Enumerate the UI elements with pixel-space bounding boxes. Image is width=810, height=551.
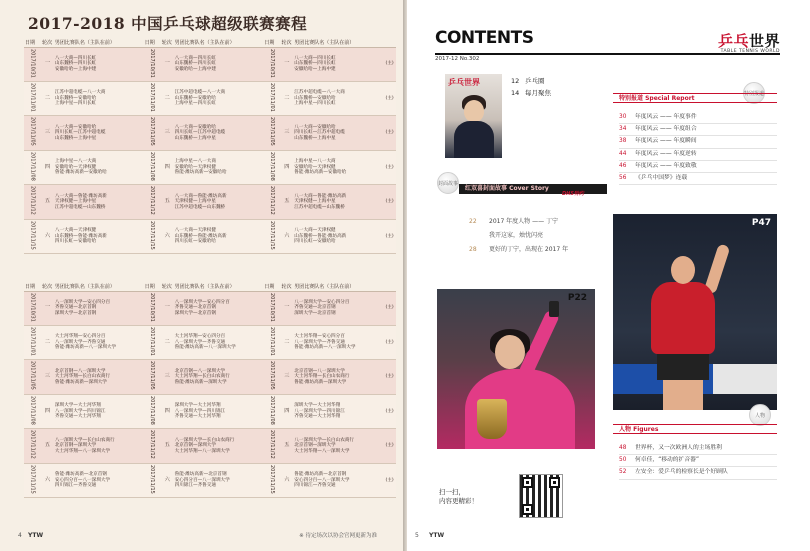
match-date: 2017/10/31 bbox=[24, 47, 41, 81]
match-list: 八一大商—四川长虹 山东魏桥—四川长虹 安徽哈哈—上海中建 bbox=[174, 47, 264, 81]
table-row bbox=[24, 150, 396, 184]
table-row bbox=[24, 394, 396, 428]
schedule-table-women bbox=[24, 282, 396, 498]
cover-story-header: 红双喜封面故事 Cover Story bbox=[459, 184, 607, 194]
match-date: 2017/10/31 bbox=[263, 47, 280, 81]
right-footer-brand: YTW bbox=[429, 532, 445, 539]
match-list: 八一大商—安徽哈哈 四川长虹—江苏中超电缆 山东魏桥—上海中星 bbox=[174, 116, 264, 150]
header-date: 日期 bbox=[144, 38, 161, 47]
toc-item[interactable]: 22 2017 年度人物 —— 丁宁 bbox=[469, 218, 558, 225]
match-date: 2017/11/15 bbox=[263, 219, 280, 253]
toc-item[interactable]: 48 世界杯，又一次欧洲人的主场胜利 bbox=[619, 443, 777, 455]
issue-number: 2017-12 No.302 bbox=[435, 56, 480, 62]
header-match: 男团比赛队名（主队在前） bbox=[293, 38, 383, 47]
match-list: 八一深圳大学—长白山农商行 北京首钢—深圳大学 大土河华翔—八一深圳大学 bbox=[174, 429, 264, 463]
contents-title: CONTENTS bbox=[435, 28, 534, 48]
table-row bbox=[24, 185, 396, 219]
match-list: 深圳大学—大土河华翔 八一深圳大学—四川锦江 齐鲁交通—大土河华翔 bbox=[293, 394, 383, 428]
match-list: 北京首钢—八一深圳大学 大土河华翔—长白山农商行 鲁能·潍坊高新—深圳大学 bbox=[293, 360, 383, 394]
match-date: 2017/11/15 bbox=[144, 463, 161, 497]
match-date: 2017/11/15 bbox=[144, 219, 161, 253]
match-list: 深圳大学—大土河华翔 八一深圳大学—四川锦江 齐鲁交通—大土河华翔 bbox=[174, 394, 264, 428]
match-round: 一 bbox=[161, 291, 174, 325]
left-page-number: 4 bbox=[18, 532, 22, 539]
match-date: 2017/11/01 bbox=[263, 325, 280, 359]
match-round: 六 bbox=[280, 463, 293, 497]
match-date: 2017/11/01 bbox=[144, 325, 161, 359]
match-round: 一 bbox=[280, 291, 293, 325]
header-round: 轮次 bbox=[281, 283, 292, 290]
match-list: 深圳大学—大土河华翔 八一深圳大学—四川锦江 齐鲁交通—大土河华翔 bbox=[54, 394, 144, 428]
match-round: 五 bbox=[280, 185, 293, 219]
match-date: 2017/11/15 bbox=[24, 219, 41, 253]
match-round: 三 bbox=[161, 360, 174, 394]
toc-item[interactable]: 28 更好的丁宁，出现在 2017 年 bbox=[469, 246, 569, 253]
match-round: 三 bbox=[280, 116, 293, 150]
schedule-header-row bbox=[24, 38, 396, 47]
left-footer-brand: YTW bbox=[28, 532, 44, 539]
match-round: 五 bbox=[161, 429, 174, 463]
match-round: 四 bbox=[41, 394, 54, 428]
match-round: 一 bbox=[161, 47, 174, 81]
trophy-icon bbox=[477, 399, 507, 439]
match-date: 2017/11/12 bbox=[24, 429, 41, 463]
header-round: 轮次 bbox=[161, 283, 172, 290]
header-pad bbox=[383, 282, 396, 291]
toc-item[interactable]: 50 何卓佳，“移动的扩音器” bbox=[619, 455, 777, 467]
toc-item[interactable]: 52 左安全：爱乒乓的检察长是个好顾队 bbox=[619, 467, 777, 479]
match-list: 北京首钢—八一深圳大学 大土河华翔—长白山农商行 鲁能·潍坊高新—深圳大学 bbox=[54, 360, 144, 394]
match-list: 八一深圳大学—长白山农商行 北京首钢—深圳大学 大土河华翔—八一深圳大学 bbox=[293, 429, 383, 463]
match-list: 江苏中超电缆—八一大商 山东魏桥—安徽哈哈 上海中星—四川长虹 bbox=[293, 81, 383, 115]
match-date: 2017/11/15 bbox=[24, 463, 41, 497]
match-list: 八一大商—天津权健 山东魏桥—鲁能·潍坊高新 四川长虹—安徽哈哈 bbox=[54, 219, 144, 253]
match-date: 2017/10/31 bbox=[263, 291, 280, 325]
match-list: 江苏中超电缆—八一大商 山东魏桥—安徽哈哈 上海中星—四川长虹 bbox=[54, 81, 144, 115]
photo-page-label: P47 bbox=[751, 218, 771, 228]
match-list: 八一大商—鲁能·潍坊高新 天津权健—上海中星 江苏中超电缆—山东魏桥 bbox=[174, 185, 264, 219]
home-marker: (主) bbox=[383, 116, 396, 150]
match-date: 2017/11/15 bbox=[263, 463, 280, 497]
home-marker: (主) bbox=[383, 291, 396, 325]
logo-subtitle: TABLE TENNIS WORLD bbox=[720, 49, 780, 54]
match-list: 八一大商—安徽哈哈 四川长虹—江苏中超电缆 山东魏桥—上海中星 bbox=[293, 116, 383, 150]
match-round: 五 bbox=[41, 185, 54, 219]
match-round: 三 bbox=[41, 116, 54, 150]
match-date: 2017/11/12 bbox=[263, 429, 280, 463]
header-match: 男团比赛队名（主队在前） bbox=[293, 282, 383, 291]
match-list: 上海中星—八一大商 安徽哈哈—天津权健 鲁能·潍坊高新—安徽哈哈 bbox=[174, 150, 264, 184]
match-date: 2017/10/31 bbox=[144, 47, 161, 81]
schedule-body-women bbox=[24, 291, 396, 498]
toc-item[interactable]: 30 年度风云 —— 年度事件 bbox=[619, 112, 777, 124]
match-list: 八一深圳大学—安心四分百 齐鲁交通—北京首钢 深圳大学—北京首钢 bbox=[54, 291, 144, 325]
home-marker: (主) bbox=[383, 360, 396, 394]
match-list: 八一大商—天津权健 山东魏桥—鲁能·潍坊高新 四川长虹—安徽哈哈 bbox=[293, 219, 383, 253]
match-date: 2017/11/08 bbox=[263, 150, 280, 184]
sponsor-mark: DHS特约 bbox=[562, 191, 584, 197]
right-page-number: 5 bbox=[415, 532, 419, 539]
match-list: 八一大商—四川长虹 山东魏桥—四川长虹 安徽哈哈—上海中建 bbox=[54, 47, 144, 81]
match-date: 2017/11/08 bbox=[263, 394, 280, 428]
match-round: 四 bbox=[161, 150, 174, 184]
header-match: 男团比赛队名（主队在前） bbox=[174, 38, 264, 47]
schedule-header-row bbox=[24, 282, 396, 291]
match-round: 一 bbox=[41, 291, 54, 325]
qr-code-icon[interactable] bbox=[519, 474, 563, 518]
header-date: 日期 bbox=[24, 38, 41, 47]
home-marker: (主) bbox=[383, 463, 396, 497]
home-marker: (主) bbox=[383, 47, 396, 81]
match-round: 二 bbox=[280, 325, 293, 359]
figures-photo[interactable] bbox=[613, 214, 777, 410]
cover-story-list bbox=[469, 215, 568, 257]
match-date: 2017/10/31 bbox=[144, 291, 161, 325]
match-round: 四 bbox=[280, 150, 293, 184]
figures-badge: 人物 bbox=[749, 404, 771, 426]
match-date: 2017/11/05 bbox=[263, 116, 280, 150]
match-list: 八一大商—天津权健 山东魏桥—鲁能·潍坊高新 四川长虹—安徽哈哈 bbox=[174, 219, 264, 253]
match-round: 五 bbox=[161, 185, 174, 219]
match-round: 四 bbox=[161, 394, 174, 428]
match-date: 2017/11/12 bbox=[144, 429, 161, 463]
match-date: 2017/11/05 bbox=[263, 360, 280, 394]
toc-item[interactable]: 56 《乒乓中国梦》连载 bbox=[619, 173, 777, 185]
match-date: 2017/11/12 bbox=[24, 185, 41, 219]
match-list: 大土河华翔—安心四分百 八一深圳大学—齐鲁交通 鲁能·潍坊高新—八一深圳大学 bbox=[293, 325, 383, 359]
header-round: 轮次 bbox=[42, 283, 53, 290]
match-list: 鲁能·潍坊高新—北京首钢 安心四分百—八一深圳大学 四川锦江—齐鲁交通 bbox=[174, 463, 264, 497]
match-list: 八一深圳大学—安心四分百 齐鲁交通—北京首钢 深圳大学—北京首钢 bbox=[174, 291, 264, 325]
match-list: 大土河华翔—安心四分百 八一深圳大学—齐鲁交通 鲁能·潍坊高新—八一深圳大学 bbox=[54, 325, 144, 359]
match-date: 2017/10/31 bbox=[24, 291, 41, 325]
match-round: 五 bbox=[41, 429, 54, 463]
match-round: 三 bbox=[41, 360, 54, 394]
special-report-badge: 特别报道 bbox=[743, 82, 765, 104]
match-round: 六 bbox=[41, 219, 54, 253]
match-round: 六 bbox=[161, 463, 174, 497]
match-list: 江苏中超电缆—八一大商 山东魏桥—安徽哈哈 上海中星—四川长虹 bbox=[174, 81, 264, 115]
match-date: 2017/11/05 bbox=[24, 116, 41, 150]
match-list: 鲁能·潍坊高新—北京首钢 安心四分百—八一深圳大学 四川锦江—齐鲁交通 bbox=[54, 463, 144, 497]
header-round: 轮次 bbox=[281, 39, 292, 46]
match-date: 2017/11/01 bbox=[144, 81, 161, 115]
match-date: 2017/11/08 bbox=[144, 150, 161, 184]
match-date: 2017/11/12 bbox=[263, 185, 280, 219]
match-date: 2017/11/05 bbox=[144, 360, 161, 394]
match-date: 2017/11/01 bbox=[263, 81, 280, 115]
special-report-list bbox=[619, 112, 777, 185]
match-date: 2017/11/01 bbox=[24, 325, 41, 359]
match-round: 二 bbox=[41, 81, 54, 115]
home-marker: (主) bbox=[383, 150, 396, 184]
match-round: 三 bbox=[280, 360, 293, 394]
header-date: 日期 bbox=[24, 282, 41, 291]
cover-logo: 乒乓世界 bbox=[448, 78, 480, 87]
header-round: 轮次 bbox=[42, 39, 53, 46]
match-round: 五 bbox=[280, 429, 293, 463]
match-date: 2017/11/12 bbox=[144, 185, 161, 219]
home-marker: (主) bbox=[383, 219, 396, 253]
table-row bbox=[24, 81, 396, 115]
cover-thumbnail[interactable] bbox=[445, 74, 502, 158]
match-round: 四 bbox=[280, 394, 293, 428]
header-match: 男团比赛队名（主队在前） bbox=[54, 282, 144, 291]
photo-page-label: P22 bbox=[567, 293, 587, 303]
right-page bbox=[407, 0, 810, 551]
toc-item[interactable]: 14 每月聚焦 bbox=[511, 89, 551, 97]
header-pad bbox=[383, 38, 396, 47]
match-round: 三 bbox=[161, 116, 174, 150]
match-round: 四 bbox=[41, 150, 54, 184]
home-marker: (主) bbox=[383, 185, 396, 219]
header-date: 日期 bbox=[144, 282, 161, 291]
toc-item[interactable]: 46 年度风云 —— 年度致敬 bbox=[619, 161, 777, 173]
table-row bbox=[24, 325, 396, 359]
header-date: 日期 bbox=[263, 38, 280, 47]
table-row bbox=[24, 47, 396, 81]
match-list: 八一深圳大学—长白山农商行 北京首钢—深圳大学 大土河华翔—八一深圳大学 bbox=[54, 429, 144, 463]
match-round: 一 bbox=[41, 47, 54, 81]
schedule-body-men bbox=[24, 47, 396, 254]
match-date: 2017/11/01 bbox=[24, 81, 41, 115]
cover-story-badge: 封面故事 bbox=[437, 172, 459, 194]
table-row bbox=[24, 291, 396, 325]
match-round: 二 bbox=[161, 325, 174, 359]
match-list: 上海中星—八一大商 安徽哈哈—天津权健 鲁能·潍坊高新—安徽哈哈 bbox=[54, 150, 144, 184]
header-match: 男团比赛队名（主队在前） bbox=[174, 282, 264, 291]
match-list: 上海中星—八一大商 安徽哈哈—天津权健 鲁能·潍坊高新—安徽哈哈 bbox=[293, 150, 383, 184]
table-row bbox=[24, 429, 396, 463]
figures-list bbox=[619, 443, 777, 480]
match-list: 北京首钢—八一深圳大学 大土河华翔—长白山农商行 鲁能·潍坊高新—深圳大学 bbox=[174, 360, 264, 394]
qr-caption: 扫一扫， 内容更精彩！ bbox=[439, 488, 478, 505]
match-date: 2017/11/08 bbox=[144, 394, 161, 428]
match-round: 二 bbox=[280, 81, 293, 115]
home-marker: (主) bbox=[383, 429, 396, 463]
schedule-table-men bbox=[24, 38, 396, 254]
header-match: 男团比赛队名（主队在前） bbox=[54, 38, 144, 47]
magazine-logo bbox=[718, 30, 780, 54]
table-row bbox=[24, 219, 396, 253]
special-report-header: 特别报道 Special Report bbox=[613, 93, 777, 103]
table-row bbox=[24, 360, 396, 394]
phone-icon bbox=[549, 301, 559, 317]
match-date: 2017/11/05 bbox=[144, 116, 161, 150]
home-marker: (主) bbox=[383, 81, 396, 115]
match-list: 八一深圳大学—安心四分百 齐鲁交通—北京首钢 深圳大学—北京首钢 bbox=[293, 291, 383, 325]
match-round: 二 bbox=[161, 81, 174, 115]
header-date: 日期 bbox=[263, 282, 280, 291]
match-list: 八一大商—鲁能·潍坊高新 天津权健—上海中星 江苏中超电缆—山东魏桥 bbox=[54, 185, 144, 219]
match-list: 八一大商—安徽哈哈 四川长虹—江苏中超电缆 山东魏桥—上海中星 bbox=[54, 116, 144, 150]
header-round: 轮次 bbox=[161, 39, 172, 46]
logo-text: 世界 bbox=[748, 32, 780, 50]
match-list: 八一大商—鲁能·潍坊高新 天津权健—上海中星 江苏中超电缆—山东魏桥 bbox=[293, 185, 383, 219]
match-round: 六 bbox=[41, 463, 54, 497]
toc-item[interactable]: 12 乒乓圈 bbox=[511, 77, 545, 85]
toc-item[interactable]: 我开这家，烛忧闪亮 bbox=[489, 232, 544, 239]
cover-story-photo[interactable] bbox=[437, 289, 595, 449]
match-date: 2017/11/08 bbox=[24, 394, 41, 428]
toc-top-list bbox=[511, 75, 551, 99]
toc-item[interactable]: 38 年度风云 —— 年度瞬间 bbox=[619, 136, 777, 148]
match-round: 一 bbox=[280, 47, 293, 81]
table-row bbox=[24, 463, 396, 497]
schedule-title: 2017-2018 中国乒乓球超级联赛赛程 bbox=[28, 14, 308, 33]
table-row bbox=[24, 116, 396, 150]
schedule-footnote: ※ 待定场次以协会官网更新为准 bbox=[299, 533, 377, 539]
match-round: 六 bbox=[280, 219, 293, 253]
figures-header: 人物 Figures bbox=[613, 424, 777, 434]
match-list: 鲁能·潍坊高新—北京首钢 安心四分百—八一深圳大学 四川锦江—齐鲁交通 bbox=[293, 463, 383, 497]
match-list: 大土河华翔—安心四分百 八一深圳大学—齐鲁交通 鲁能·潍坊高新—八一深圳大学 bbox=[174, 325, 264, 359]
match-round: 二 bbox=[41, 325, 54, 359]
toc-item[interactable]: 44 年度风云 —— 年度逆转 bbox=[619, 149, 777, 161]
match-list: 八一大商—四川长虹 山东魏桥—四川长虹 安徽哈哈—上海中建 bbox=[293, 47, 383, 81]
match-date: 2017/11/08 bbox=[24, 150, 41, 184]
home-marker: (主) bbox=[383, 325, 396, 359]
match-date: 2017/11/05 bbox=[24, 360, 41, 394]
match-round: 六 bbox=[161, 219, 174, 253]
home-marker: (主) bbox=[383, 394, 396, 428]
toc-item[interactable]: 34 年度风云 —— 年度组合 bbox=[619, 124, 777, 136]
logo-red-text: 乒乓 bbox=[717, 32, 749, 50]
